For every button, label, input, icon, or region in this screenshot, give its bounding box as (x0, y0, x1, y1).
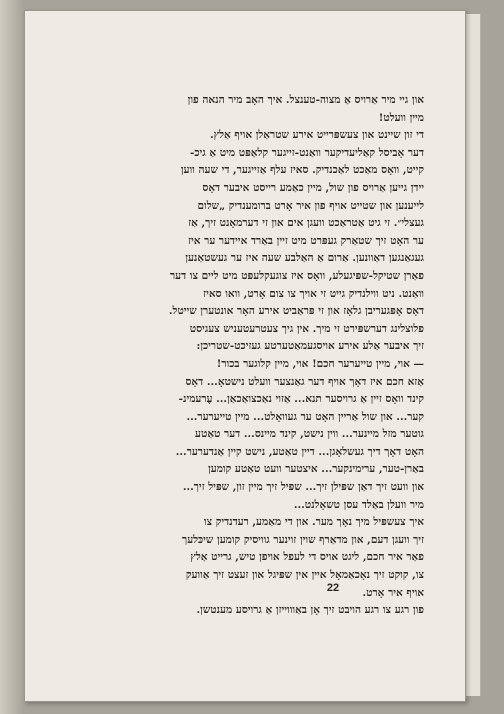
text-line: איך צעשפּיל מיך נאָך מער. און די מאַמע, רעדנדיק צו (203, 516, 424, 529)
text-line: געגאַנגען דאַוונען. אַרום אַ האַלבע שעה איז ער געשטאַנען (185, 252, 424, 265)
text-line: מיר וועלן באַלד עסן טשאָלנט... (293, 498, 424, 511)
text-line: קינד וואָס זיין אַ גרויסער תנא... אַזוי נאַכצואַכאַן... עֶרעמינ- (178, 393, 424, 406)
text-line: וואַנט. ניט ווילנדיק גייט זי אויך צו צום אָרט, וואו סאיז (203, 287, 424, 300)
text-line: און וועט זיך דאַן שפּילן זיך... שפּיל זיך מיין זון, שפּיל זיך... (182, 481, 424, 494)
text-line: קייט, וואָס מאַכט לאַכנדיק. סאיז עלף אַזייגער, די שעה ווען (180, 164, 424, 177)
text-line: פלוצלינג דערשפּירט זי מיך. אין גיך צעטרעטעניש צעגיסט (189, 322, 424, 335)
text-line: זיך איבער אַלע אירע אויסגעמאַטערטע געזיכט-שטריכן: (196, 340, 424, 353)
text-line: אויף איר אָרט. (362, 586, 424, 599)
text-line: פאַר איר חכם, ליגט אויס די לעפל אויפן טיש, גרייט אַלץ (190, 551, 424, 564)
text-line: גוטער מזל מיינער... ווין נישט, קינד מיינס... דער טאַטע (195, 428, 424, 441)
text-line: אַזא חכם איז דאָך אויף דער גאַנצער וועלט נישטאָ... דאָס (185, 375, 424, 388)
page-edge (476, 14, 481, 696)
text-line: לייענען און שטייט אויף פון איר אָרט ברומענדיק „שלום (197, 199, 424, 212)
text-line: יידן גייען אַרויס פון שול, מיין כאַמע רייסט איבער דאָס (202, 181, 424, 194)
text-line: ער האָט זיך שטאַרק געפּרט מיט זיין באַרד איידער ער איז (188, 234, 424, 247)
text-line: — אוי, מיין טייערער חכם! אוי, מיין קלוגער בכור! (216, 357, 424, 370)
text-line: דער אָביסל קאַליעדיקער וואַנט-זייגער קלאַפּט מיט אַ גיכ- (190, 146, 424, 159)
text-line: האָט דאָך דיך געשלאָגן... דיין טאַטע, נישט קיין אַנדערער... (175, 445, 424, 458)
body-text (80, 92, 424, 620)
text-line: און גיי מיר אַרויס אַ מצוה-טענצל. איך האָב מיר הנאה פון (187, 94, 424, 106)
text-line: קער... און שול אַריין האָט ער געוואָלט... מיין טייערער... (186, 410, 424, 423)
text-line: זיך וועגן דעם, און מדאַרף שוין זוינער גוויסיק קומען שיכּלעך (182, 533, 424, 546)
text-line: געצלי״. זי גיט אַטראַכט וועגן אים און זי דערמאָנט זיך, אַז (188, 217, 424, 230)
text-line: צו, קוקט זיך נאָכאַמאָל איין אין שפּיגל און זעצט זיך אַוועק (185, 569, 424, 582)
page-number: 22 (326, 582, 340, 594)
text-line: פון רגע צו רגע הויבט זיך אָן באַוווייזן אַ גרויסע מענטשן. (196, 604, 424, 617)
text-line: באַרן-טער, ערימינקער... איצטער וועט טאַטע קומען (208, 463, 424, 476)
text-line: דאָס אָפּגעריבן גלאָז און זי פּראַביט אירע האָר אונטערן שייטל. (168, 305, 424, 318)
text-line: מיין וועלט! (378, 111, 424, 124)
text-line: פאַרן שטיקל-שפּיגעלע, וואָס איז צוגעקלעפּט מיט ליים צו דער (169, 269, 424, 282)
book-spine (0, 0, 22, 714)
text-line: די זון שיינט און צעשפּרייט אירע שטראַלן אויף אַלץ. (210, 129, 424, 142)
